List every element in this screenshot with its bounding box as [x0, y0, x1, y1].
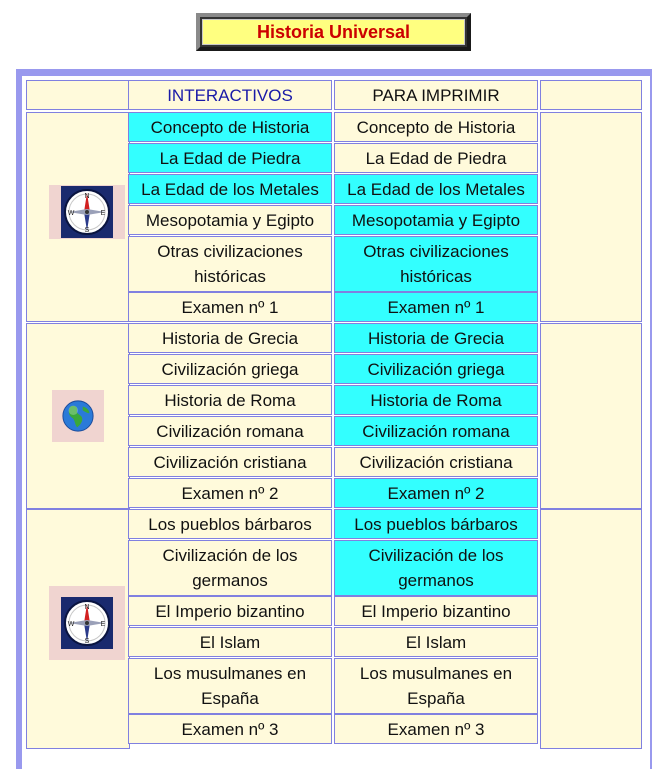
link-print[interactable]: Historia de Roma [334, 385, 538, 415]
title-box [196, 13, 471, 51]
link-interactive[interactable]: La Edad de Piedra [128, 143, 332, 173]
link-interactive[interactable]: Los musulmanes en España [128, 658, 332, 714]
link-interactive[interactable]: Historia de Grecia [128, 323, 332, 353]
link-print[interactable]: Examen nº 1 [334, 292, 538, 322]
column-header-interactive: INTERACTIVOS [128, 80, 332, 110]
link-print[interactable]: Civilización romana [334, 416, 538, 446]
link-interactive[interactable]: Los pueblos bárbaros [128, 509, 332, 539]
menu-frame [16, 69, 652, 769]
link-interactive[interactable]: Civilización romana [128, 416, 332, 446]
link-print[interactable]: El Imperio bizantino [334, 596, 538, 626]
section-3-left-panel [26, 509, 130, 749]
link-interactive[interactable]: La Edad de los Metales [128, 174, 332, 204]
link-interactive[interactable]: Civilización de los germanos [128, 540, 332, 596]
link-print[interactable]: La Edad de Piedra [334, 143, 538, 173]
link-print[interactable]: Civilización de los germanos [334, 540, 538, 596]
link-interactive[interactable]: Examen nº 2 [128, 478, 332, 508]
link-print[interactable]: Mesopotamia y Egipto [334, 205, 538, 235]
compass-icon [61, 186, 113, 238]
section-2-left-panel [26, 323, 130, 509]
section-2-left-icon-box [52, 390, 104, 442]
globe-icon [61, 399, 95, 433]
link-print[interactable]: Concepto de Historia [334, 112, 538, 142]
page-title: Historia Universal [202, 19, 465, 45]
section-1-left-icon-box [49, 185, 125, 239]
link-print[interactable]: Civilización griega [334, 354, 538, 384]
link-interactive[interactable]: Civilización griega [128, 354, 332, 384]
link-interactive[interactable]: Otras civilizaciones históricas [128, 236, 332, 292]
link-interactive[interactable]: Civilización cristiana [128, 447, 332, 477]
section-2-right-panel [540, 323, 642, 509]
link-print[interactable]: Examen nº 2 [334, 478, 538, 508]
link-interactive[interactable]: El Islam [128, 627, 332, 657]
link-print[interactable]: El Islam [334, 627, 538, 657]
link-interactive[interactable]: Examen nº 3 [128, 714, 332, 744]
menu-table [22, 76, 650, 769]
header-side-right [540, 80, 642, 110]
header-side-left [26, 80, 130, 110]
section-3-right-panel [540, 509, 642, 749]
link-print[interactable]: Civilización cristiana [334, 447, 538, 477]
link-print[interactable]: Examen nº 3 [334, 714, 538, 744]
link-interactive[interactable]: Mesopotamia y Egipto [128, 205, 332, 235]
link-print[interactable]: Los musulmanes en España [334, 658, 538, 714]
link-interactive[interactable]: Historia de Roma [128, 385, 332, 415]
link-interactive[interactable]: Concepto de Historia [128, 112, 332, 142]
link-interactive[interactable]: Examen nº 1 [128, 292, 332, 322]
link-print[interactable]: La Edad de los Metales [334, 174, 538, 204]
link-print[interactable]: Los pueblos bárbaros [334, 509, 538, 539]
section-1-left-panel [26, 112, 130, 322]
link-print[interactable]: Otras civilizaciones históricas [334, 236, 538, 292]
compass-icon [61, 597, 113, 649]
section-3-left-icon-box [49, 586, 125, 660]
link-print[interactable]: Historia de Grecia [334, 323, 538, 353]
link-interactive[interactable]: El Imperio bizantino [128, 596, 332, 626]
section-1-right-panel [540, 112, 642, 322]
column-header-print: PARA IMPRIMIR [334, 80, 538, 110]
